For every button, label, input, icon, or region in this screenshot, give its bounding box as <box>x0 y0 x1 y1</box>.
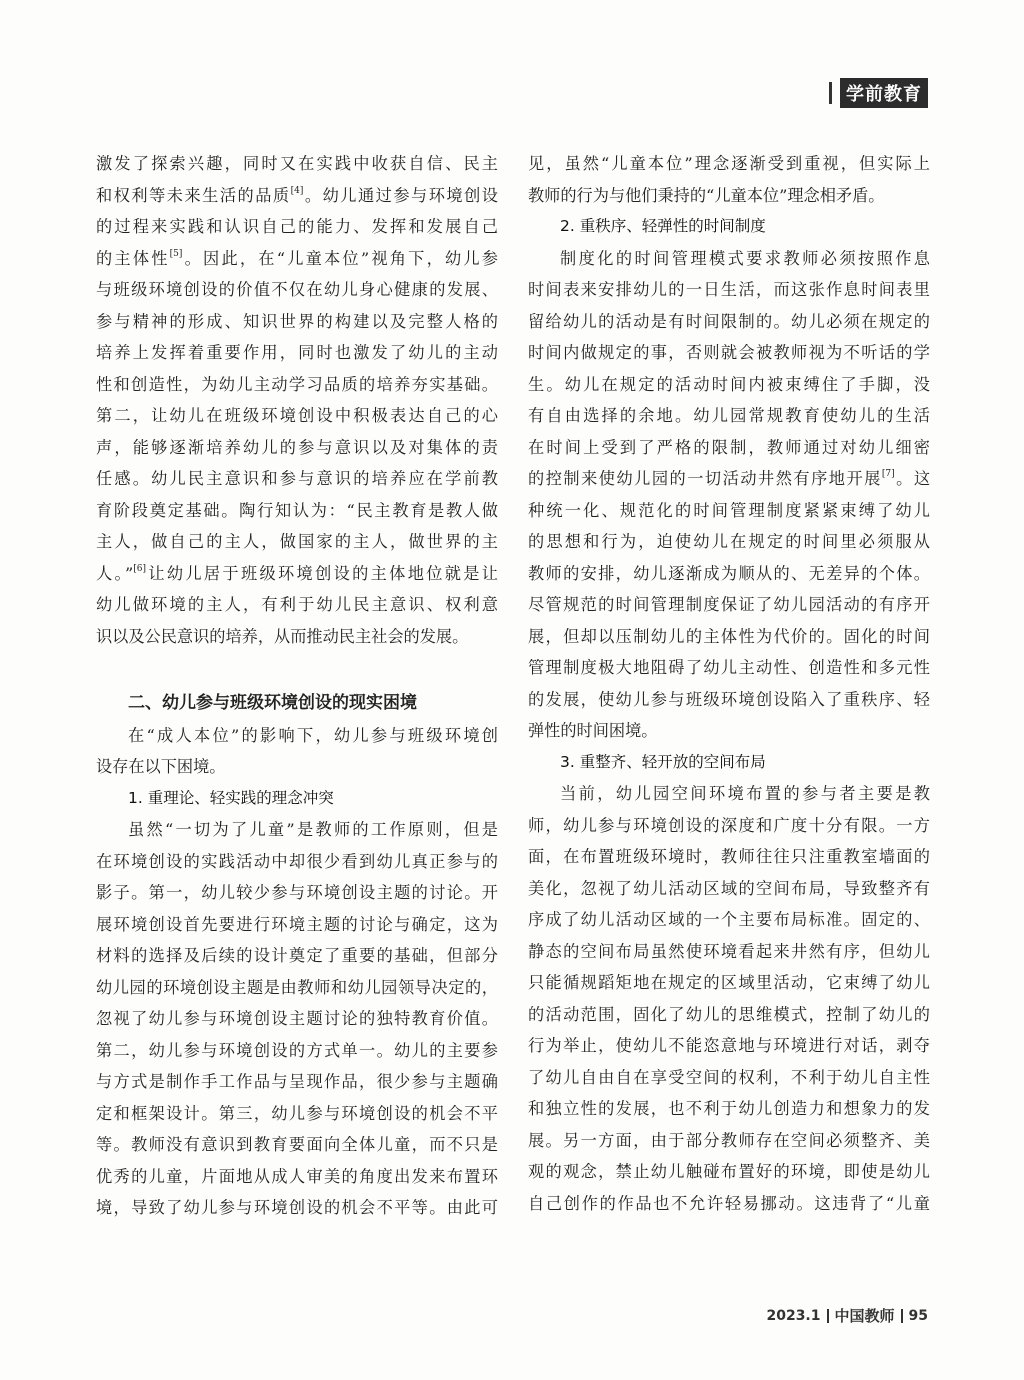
text-line: 美化，忽视了幼儿活动区域的空间布局，导致整齐有 <box>528 878 930 898</box>
page-footer <box>766 1305 928 1326</box>
text-line: 展环境创设首先要进行环境主题的讨论与确定，这为 <box>96 914 498 934</box>
text-line: 制度化的时间管理模式要求教师必须按照作息 <box>560 248 930 268</box>
section-label: 学前教育 <box>840 78 928 108</box>
text-line: 任感。幼儿民主意识和参与意识的培养应在学前教 <box>96 469 498 488</box>
text-line: 定和框架设计。第三，幼儿参与环境创设的机会不平 <box>96 1103 498 1123</box>
text-line: 时间内做规定的事，否则就会被教师视为不听话的学 <box>528 343 930 362</box>
text-line: 幼儿园的环境创设主题是由教师和幼儿园领导决定的， <box>96 977 498 997</box>
text-line: 和权利等未来生活的品质[4]。幼儿通过参与环境创设 <box>96 185 498 205</box>
text-line: 只能循规蹈矩地在规定的区域里活动，它束缚了幼儿 <box>528 973 930 992</box>
text-line: 境，导致了幼儿参与环境创设的机会不平等。由此可 <box>96 1198 498 1217</box>
issue-number: 2023.1 <box>766 1307 821 1324</box>
section-divider <box>829 82 832 104</box>
text-line: 观的观念，禁止幼儿触碰布置好的环境，即使是幼儿 <box>528 1162 930 1181</box>
text-line: 行为举止，使幼儿不能恣意地与环境进行对话，剥夺 <box>528 1036 930 1055</box>
text-line: 参与精神的形成、知识世界的构建以及完整人格的 <box>96 311 498 331</box>
text-line: 声，能够逐渐培养幼儿的参与意识以及对集体的责 <box>96 437 498 457</box>
text-line: 的思想和行为，迫使幼儿在规定的时间里必须服从 <box>528 532 930 551</box>
text-line: 的发展，使幼儿参与班级环境创设陷入了重秩序、轻 <box>528 689 930 709</box>
text-line: 的控制来使幼儿园的一切活动井然有序地开展[7]。这 <box>528 469 930 488</box>
text-line: 有自由选择的余地。幼儿园常规教育使幼儿的生活 <box>528 406 930 425</box>
section-tag <box>829 78 928 108</box>
text-line: 时间表来安排幼儿的一日生活，而这张作息时间表里 <box>528 280 930 299</box>
text-line: 展，但却以压制幼儿的主体性为代价的。固化的时间 <box>528 626 930 646</box>
text-line: 性和创造性，为幼儿主动学习品质的培养夯实基础。 <box>96 374 498 394</box>
text-line: 管理制度极大地阻碍了幼儿主动性、创造性和多元性 <box>528 658 930 677</box>
text-line: 种统一化、规范化的时间管理制度紧紧束缚了幼儿 <box>528 500 930 520</box>
text-line: 培养上发挥着重要作用，同时也激发了幼儿的主动 <box>96 343 498 362</box>
section-heading: 二、幼儿参与班级环境创设的现实困境 <box>128 693 417 713</box>
left-column <box>96 148 498 1224</box>
text-line: 序成了幼儿活动区域的一个主要布局标准。固定的、 <box>528 910 930 929</box>
text-line: 第二，幼儿参与环境创设的方式单一。幼儿的主要参 <box>96 1040 498 1060</box>
text-line: 和独立性的发展，也不利于幼儿创造力和想象力的发 <box>528 1099 930 1118</box>
text-line: 见，虽然“儿童本位”理念逐渐受到重视，但实际上 <box>528 154 930 173</box>
text-line: 育阶段奠定基础。陶行知认为：“民主教育是教人做 <box>96 500 498 520</box>
text-line: 的主体性[5]。因此，在“儿童本位”视角下，幼儿参 <box>96 248 498 268</box>
text-line: 了幼儿自由自在享受空间的权利，不利于幼儿自主性 <box>528 1067 930 1087</box>
footer-divider <box>827 1309 829 1323</box>
right-column <box>528 148 930 1219</box>
text-line: 的活动范围，固化了幼儿的思维模式，控制了幼儿的 <box>528 1004 930 1024</box>
text-line: 教师的安排，幼儿逐渐成为顺从的、无差异的个体。 <box>528 563 930 583</box>
text-line: 识以及公民意识的培养，从而推动民主社会的发展。 <box>96 626 469 646</box>
text-line: 面，在布置班级环境时，教师往往只注重教室墙面的 <box>528 847 930 866</box>
text-line: 与班级环境创设的价值不仅在幼儿身心健康的发展、 <box>96 280 498 299</box>
text-line: 教师的行为与他们秉持的“儿童本位”理念相矛盾。 <box>528 185 885 205</box>
text-line: 设存在以下困境。 <box>96 757 226 776</box>
subsection-heading: 3. 重整齐、轻开放的空间布局 <box>560 752 766 771</box>
text-line: 师，幼儿参与环境创设的深度和广度十分有限。一方 <box>528 815 930 835</box>
text-line: 留给幼儿的活动是有时间限制的。幼儿必须在规定的 <box>528 311 930 331</box>
text-line: 优秀的儿童，片面地从成人审美的角度出发来布置环 <box>96 1166 498 1186</box>
text-line: 等。教师没有意识到教育要面向全体儿童，而不只是 <box>96 1135 498 1154</box>
text-line: 激发了探索兴趣，同时又在实践中收获自信、民主 <box>96 154 498 173</box>
text-line: 在“成人本位”的影响下，幼儿参与班级环境创 <box>128 725 498 745</box>
text-line: 展。另一方面，由于部分教师存在空间必须整齐、美 <box>528 1130 930 1150</box>
text-line: 幼儿做环境的主人，有利于幼儿民主意识、权利意 <box>96 595 498 614</box>
text-line: 尽管规范的时间管理制度保证了幼儿园活动的有序开 <box>528 595 930 614</box>
text-line: 当前，幼儿园空间环境布置的参与者主要是教 <box>560 784 930 803</box>
journal-name: 中国教师 <box>834 1307 895 1325</box>
text-line: 第二，让幼儿在班级环境创设中积极表达自己的心 <box>96 406 498 425</box>
text-line: 材料的选择及后续的设计奠定了重要的基础，但部分 <box>96 946 498 965</box>
page-number: 95 <box>908 1307 928 1324</box>
text-line: 忽视了幼儿参与环境创设主题讨论的独特教育价值。 <box>96 1009 498 1028</box>
text-line: 自己创作的作品也不允许轻易挪动。这违背了“儿童 <box>528 1193 930 1213</box>
text-line: 影子。第一，幼儿较少参与环境创设主题的讨论。开 <box>96 883 498 902</box>
text-line: 虽然“一切为了儿童”是教师的工作原则，但是 <box>128 820 498 839</box>
text-line: 生。幼儿在规定的活动时间内被束缚住了手脚，没 <box>528 374 930 394</box>
text-line: 主人，做自己的主人，做国家的主人，做世界的主 <box>96 532 498 551</box>
subsection-heading: 2. 重秩序、轻弹性的时间制度 <box>560 217 766 235</box>
text-line: 静态的空间布局虽然使环境看起来井然有序，但幼儿 <box>528 941 930 961</box>
text-line: 在环境创设的实践活动中却很少看到幼儿真正参与的 <box>96 851 498 871</box>
text-line: 弹性的时间困境。 <box>528 721 658 740</box>
text-line: 人。”[6]让幼儿居于班级环境创设的主体地位就是让 <box>96 563 498 583</box>
text-line: 的过程来实践和认识自己的能力、发挥和发展自己 <box>96 217 498 236</box>
text-line: 与方式是制作手工作品与呈现作品，很少参与主题确 <box>96 1072 498 1091</box>
text-line: 在时间上受到了严格的限制，教师通过对幼儿细密 <box>528 437 930 457</box>
footer-divider <box>901 1309 903 1323</box>
subsection-heading: 1. 重理论、轻实践的理念冲突 <box>128 788 334 807</box>
